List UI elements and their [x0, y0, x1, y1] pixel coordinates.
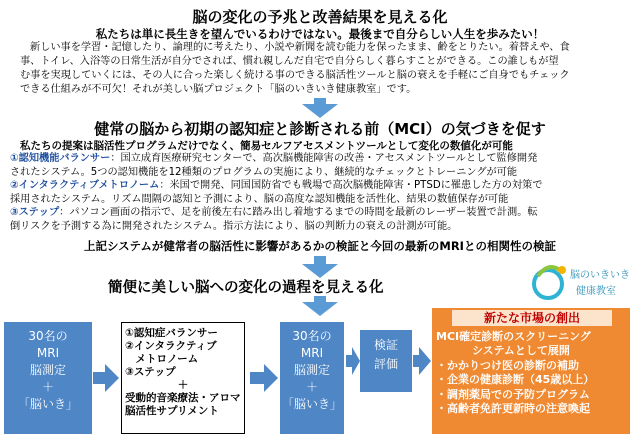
section-title: 健常の脳から初期の認知症と診断される前（MCI）の気づきを促す	[94, 120, 546, 138]
item-text: ：米国で開発、同国国防省でも戦場で高次脳機能障害・PTSDに罹患した方の対策で	[159, 180, 543, 192]
mri-after-box	[280, 322, 344, 434]
system-list	[10, 152, 628, 234]
market-line: ・調剤薬局での予防プログラム	[436, 387, 590, 401]
item-lead: ②インタラクティブメトロノーム	[10, 180, 160, 192]
item-lead: ③ステップ	[10, 207, 60, 219]
market-list	[436, 330, 628, 416]
program-line: 受動的音楽療法・アロマ	[125, 392, 241, 404]
list-item	[10, 152, 628, 166]
item-text: 採用されたシステム。リズム間隔の認知と予測により、脳の高度な認知機能を活性化、結果の数値保存が可能	[10, 193, 509, 205]
box-line: MRI	[300, 346, 324, 360]
visualization-title: 簡便に美しい脳への変化の過程を見える化	[108, 280, 384, 296]
box-line: 30名の	[28, 329, 68, 343]
subtitle: 私たちは単に長生きを望んでいるわけではない。最後まで自分らしい人生を歩みたい！	[95, 27, 545, 41]
item-text: ：国立成育医療研究センターで、高次脳機能障害の改善・アセスメントツールとして監修開発	[110, 153, 538, 164]
verify-box	[360, 330, 412, 392]
program-line: ③ステップ	[125, 366, 176, 378]
verify-line: 検証	[373, 338, 398, 352]
program-line: ①認知症バランサー	[125, 327, 218, 339]
box-line: MRI	[36, 346, 60, 360]
market-title: 新たな市場の創出	[452, 310, 612, 326]
item-text: ：パソコン画面の指示で、足を前後左右に踏み出し着地するまでの時間を最新のレーザー装置で計測。転	[59, 207, 538, 219]
program-line: ＋	[177, 379, 189, 391]
right-arrow-icon	[105, 364, 119, 392]
box-line: 脳測定	[29, 363, 66, 377]
intro-line: 新しい事を学習・記憶したり、論理的に考えたり、小説や新聞を読む能力を保ったまま、齢をとりたい。着替えや、食	[30, 42, 570, 53]
market-line: ・かかりつけ医の診断の補助	[436, 358, 579, 372]
right-arrow-icon	[419, 347, 431, 375]
market-line: ・高齢者免許更新時の注意喚起	[436, 402, 590, 416]
program-line: 脳活性サプリメント	[125, 405, 219, 417]
item-text: されたシステム。5つの認知機能を12種類のプログラムの実施により、継続的なチェックとトレーニングが可能	[10, 166, 518, 178]
market-line: システムとして展開	[472, 344, 570, 358]
down-arrow-icon	[302, 104, 338, 118]
box-line: 脳測定	[293, 363, 330, 377]
program-line: ②インタラクティブ	[125, 340, 217, 352]
logo-text-line2: 健康教室	[576, 286, 616, 297]
intro-line: できる仕組みが不可欠！それが美しい脳プロジェクト「脳のいきいき健康教室」です。	[20, 84, 417, 95]
program-box	[121, 322, 245, 434]
list-item	[10, 179, 628, 193]
right-arrow-stem	[93, 372, 105, 384]
intro-line: む事を実現していくには、その人に合った楽しく続ける事のできる脳活性ツールと脳の衰えを手軽にご自身でもチェック	[20, 70, 570, 81]
logo-text-line1: 脳のいきいき	[570, 270, 630, 281]
right-arrow-stem	[250, 372, 264, 384]
main-title: 脳の変化の予兆と改善結果を見える化	[192, 8, 448, 26]
verification-title: 上記システムが健常者の脳活性に影響があるかの検証と今回の最新のMRIとの相関性の検証	[84, 239, 556, 253]
mri-before-box	[4, 322, 92, 434]
box-line: 30名の	[292, 329, 332, 343]
box-line: 「脳いき」	[281, 397, 342, 411]
verify-line: 評価	[373, 357, 398, 371]
item-lead: ①認知機能バランサー	[10, 153, 111, 164]
market-line: ・企業の健康診断（45歳以上）	[436, 373, 595, 387]
box-line: ＋	[41, 380, 54, 394]
section-subtitle: 私たちの提案は脳活性プログラムだけでなく、簡易セルフアセスメントツールとして変化の数値化が可能	[20, 140, 513, 152]
brand-logo	[528, 256, 632, 306]
list-item	[10, 206, 628, 220]
intro-paragraph	[20, 41, 626, 97]
box-line: ＋	[305, 380, 318, 394]
program-line: メトロノーム	[125, 353, 199, 365]
right-arrow-icon	[264, 364, 278, 392]
right-arrow-icon	[352, 347, 360, 375]
market-line: MCI確定診断のスクリーニング	[436, 330, 591, 343]
down-arrow-icon	[302, 302, 338, 316]
item-text: 倒リスクを予測する為に開発されたシステム。指示方法により、脳の判断力の衰えの計測が可能。	[10, 220, 458, 232]
box-line: 「脳いき」	[17, 397, 78, 411]
intro-line: 事、トイレ、入浴等の日常生活が自分でされば、慣れ親しんだ自宅で自分らしく暮らすことができる。この誰しもが望	[20, 56, 559, 67]
